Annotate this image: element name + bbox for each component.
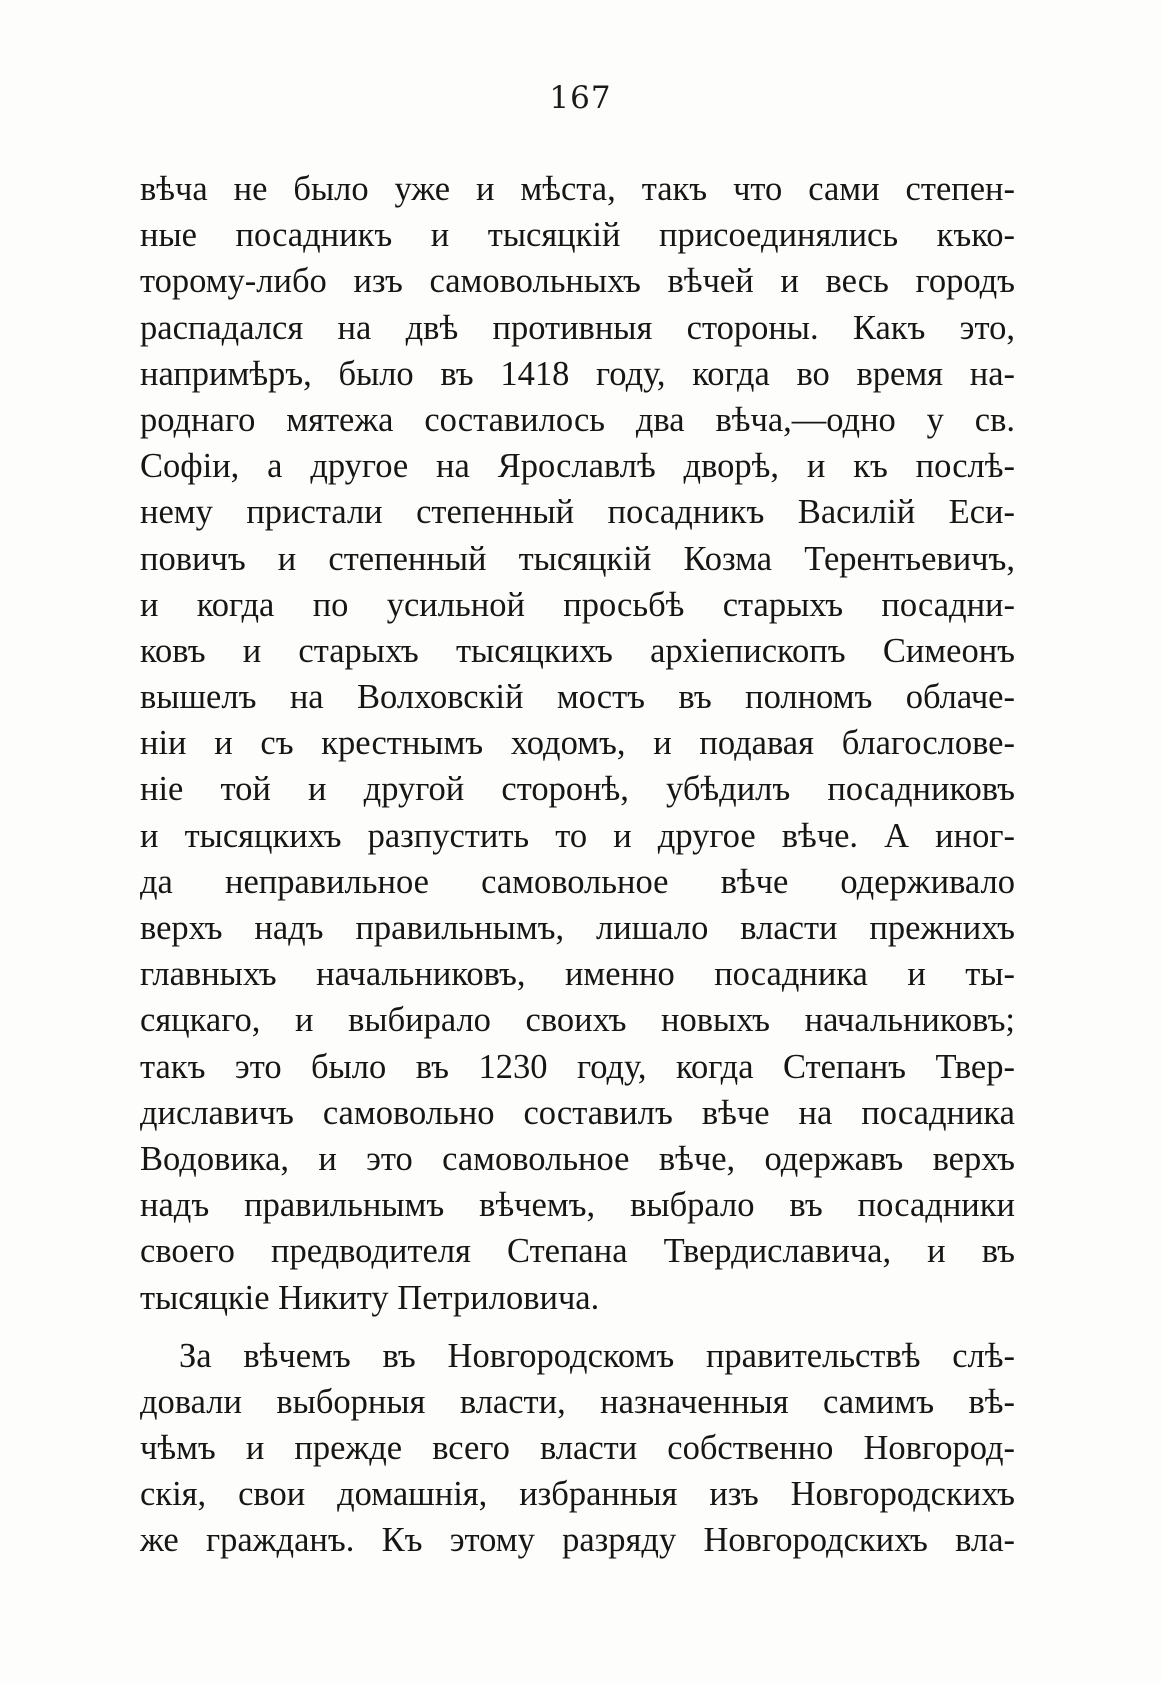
text-line: ковъ и старыхъ тысяцкихъ архіепископъ Симеонъ — [140, 631, 1015, 670]
text-line: Софіи, а другое на Ярославлѣ дворѣ, и къ послѣ- — [140, 447, 1015, 486]
text-line: сяцкаго, и выбирало своихъ новыхъ начальниковъ; — [140, 1001, 1015, 1040]
text-line: ніе той и другой сторонѣ, убѣдилъ посадниковъ — [140, 770, 1015, 809]
text-line: и тысяцкихъ разпустить то и другое вѣче. А иног- — [140, 816, 1015, 855]
text-line: верхъ надъ правильнымъ, лишало власти прежнихъ — [140, 909, 1015, 947]
text-line: За вѣчемъ въ Новгородскомъ правительствѣ слѣ- — [179, 1336, 1015, 1375]
text-line: ные посадникъ и тысяцкій присоединялись къко- — [140, 216, 1015, 255]
body-text — [140, 166, 1015, 1564]
text-line: надъ правильнымъ вѣчемъ, выбрало въ посадники — [140, 1186, 1015, 1225]
page-number: 167 — [549, 80, 612, 116]
text-line: нему пристали степенный посадникъ Василій Еси- — [140, 493, 1015, 532]
text-line: диславичъ самовольно составилъ вѣче на посадника — [140, 1093, 1015, 1132]
text-line: такъ это было въ 1230 году, когда Степанъ Твер- — [140, 1047, 1015, 1086]
text-line: скія, свои домашнія, избранныя изъ Новгородскихъ — [140, 1475, 1015, 1514]
text-line: торому-либо изъ самовольныхъ вѣчей и весь городъ — [140, 262, 1015, 301]
text-line: и когда по усильной просьбѣ старыхъ посадни- — [140, 585, 1015, 624]
paragraph — [140, 166, 1015, 1321]
text-line: тысяцкіе Никиту Петриловича. — [140, 1278, 600, 1317]
text-line: вышелъ на Волховскій мостъ въ полномъ облаче- — [140, 678, 1015, 717]
text-line: да неправильное самовольное вѣче одерживало — [140, 862, 1015, 901]
text-line: Водовика, и это самовольное вѣче, одержавъ верхъ — [140, 1139, 1015, 1178]
text-line: довали выборныя власти, назначенныя самимъ вѣ- — [140, 1382, 1015, 1421]
text-line: вѣча не было уже и мѣста, такъ что сами степен- — [140, 170, 1015, 208]
text-line: чѣмъ и прежде всего власти собственно Новгород- — [140, 1429, 1015, 1468]
text-line: напримѣръ, было въ 1418 году, когда во время на- — [140, 354, 1015, 393]
text-line: же гражданъ. Къ этому разряду Новгородскихъ вла- — [140, 1521, 1015, 1560]
paragraph-gap — [140, 1321, 1015, 1333]
text-line: повичъ и степенный тысяцкій Козма Терентьевичъ, — [140, 539, 1015, 578]
paragraph — [140, 1333, 1015, 1564]
text-line: главныхъ начальниковъ, именно посадника и ты- — [140, 955, 1015, 994]
text-line: распадался на двѣ противныя стороны. Какъ это, — [140, 308, 1015, 347]
text-line: своего предводителя Степана Твердиславича, и въ — [140, 1232, 1015, 1271]
text-line: роднаго мятежа составилось два вѣча,—одно у св. — [140, 400, 1015, 439]
text-line: ніи и съ крестнымъ ходомъ, и подавая благослове- — [140, 724, 1015, 763]
